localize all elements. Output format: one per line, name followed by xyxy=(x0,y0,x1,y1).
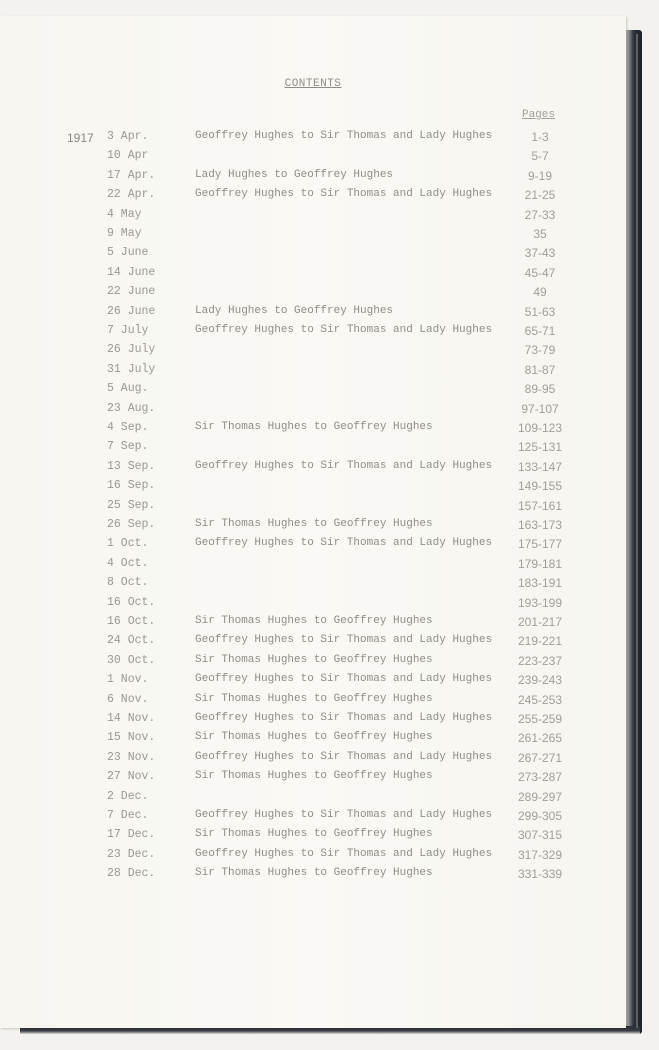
entry-date: 26 Sep. xyxy=(107,518,156,531)
entry-pages: 21-25 xyxy=(524,188,556,203)
year-label: 1917 xyxy=(67,131,94,145)
entry-date: 23 Dec. xyxy=(107,847,156,861)
contents-entry xyxy=(0,537,626,555)
entry-date: 4 Oct. xyxy=(107,556,149,570)
contents-entry xyxy=(0,208,626,226)
entry-description: Sir Thomas Hughes to Geoffrey Hughes xyxy=(195,615,433,627)
entry-date: 25 Sep. xyxy=(107,498,156,512)
entry-pages: 317-329 xyxy=(517,847,563,862)
contents-entry xyxy=(0,712,626,730)
contents-entry xyxy=(0,731,626,749)
contents-entry xyxy=(0,479,626,497)
entry-date: 16 Oct. xyxy=(107,595,156,609)
entry-pages: 35 xyxy=(533,227,547,241)
entry-pages: 267-271 xyxy=(517,750,563,765)
entry-description: Sir Thomas Hughes to Geoffrey Hughes xyxy=(195,828,433,841)
contents-entry xyxy=(0,266,626,284)
contents-entry xyxy=(0,828,626,846)
contents-entry xyxy=(0,867,626,885)
contents-entry xyxy=(0,848,626,866)
entry-pages: 193-199 xyxy=(517,595,563,610)
contents-entry xyxy=(0,790,626,808)
contents-entry xyxy=(0,421,626,439)
contents-entry xyxy=(0,770,626,788)
entry-date: 15 Nov. xyxy=(107,731,156,745)
entry-date: 5 Aug. xyxy=(107,382,149,396)
entry-pages: 73-79 xyxy=(524,343,556,358)
entry-description: Lady Hughes to Geoffrey Hughes xyxy=(195,304,394,317)
entry-pages: 27-33 xyxy=(524,207,556,222)
entry-pages: 1-3 xyxy=(531,130,549,144)
entry-date: 28 Dec. xyxy=(107,867,156,881)
entry-pages: 37-43 xyxy=(524,246,556,261)
contents-entry xyxy=(0,557,626,575)
entry-date: 24 Oct. xyxy=(107,634,156,648)
entry-date: 1 Oct. xyxy=(107,537,149,551)
entry-date: 31 July xyxy=(107,362,156,376)
entry-date: 16 Oct. xyxy=(107,615,156,628)
entry-pages: 175-177 xyxy=(517,537,563,552)
entry-pages: 201-217 xyxy=(517,615,563,629)
entry-pages: 307-315 xyxy=(517,828,563,843)
entry-date: 26 July xyxy=(107,343,156,357)
contents-entry xyxy=(0,499,626,517)
contents-entry xyxy=(0,693,626,711)
contents-entry xyxy=(0,673,626,691)
entry-pages: 65-71 xyxy=(524,324,556,338)
entry-date: 27 Nov. xyxy=(107,770,156,784)
entry-description: Sir Thomas Hughes to Geoffrey Hughes xyxy=(195,653,433,666)
entry-description: Geoffrey Hughes to Sir Thomas and Lady Hughes xyxy=(195,324,493,336)
entry-description: Sir Thomas Hughes to Geoffrey Hughes xyxy=(195,731,433,744)
contents-entry xyxy=(0,654,626,672)
entry-pages: 9-19 xyxy=(527,168,553,183)
entry-pages: 163-173 xyxy=(517,518,563,532)
entry-pages: 273-287 xyxy=(517,770,563,785)
contents-entry xyxy=(0,615,626,633)
entry-description: Geoffrey Hughes to Sir Thomas and Lady Hughes xyxy=(195,847,493,860)
entry-date: 23 Aug. xyxy=(107,401,156,415)
entry-date: 16 Sep. xyxy=(107,479,156,493)
entry-description: Geoffrey Hughes to Sir Thomas and Lady Hughes xyxy=(195,673,493,686)
pages-column-header: Pages xyxy=(522,109,556,121)
entry-description: Geoffrey Hughes to Sir Thomas and Lady Hughes xyxy=(195,809,493,821)
entry-description: Geoffrey Hughes to Sir Thomas and Lady Hughes xyxy=(195,750,493,763)
entry-date: 3 Apr. xyxy=(107,130,149,143)
contents-entry xyxy=(0,285,626,303)
entry-date: 22 Apr. xyxy=(107,188,156,202)
entry-description: Geoffrey Hughes to Sir Thomas and Lady Hughes xyxy=(195,130,493,142)
entry-description: Sir Thomas Hughes to Geoffrey Hughes xyxy=(195,770,433,783)
entry-description: Geoffrey Hughes to Sir Thomas and Lady Hughes xyxy=(195,712,493,724)
entry-date: 9 May xyxy=(107,227,142,240)
contents-entry xyxy=(0,227,626,245)
contents-entry xyxy=(0,440,626,458)
contents-entry xyxy=(0,149,626,167)
entry-pages: 183-191 xyxy=(517,576,563,591)
entry-date: 1 Nov. xyxy=(107,673,149,687)
entry-pages: 157-161 xyxy=(517,498,563,513)
contents-entry xyxy=(0,324,626,342)
contents-entry xyxy=(0,518,626,536)
entry-description: Geoffrey Hughes to Sir Thomas and Lady Hughes xyxy=(195,634,493,647)
entry-date: 6 Nov. xyxy=(107,692,149,706)
entry-date: 4 May xyxy=(107,207,142,221)
entry-date: 7 Dec. xyxy=(107,809,149,822)
entry-date: 17 Dec. xyxy=(107,828,156,842)
entry-pages: 223-237 xyxy=(517,653,563,668)
entry-description: Geoffrey Hughes to Sir Thomas and Lady Hughes xyxy=(195,459,493,472)
contents-entry xyxy=(0,402,626,420)
entry-date: 5 June xyxy=(107,246,149,260)
entry-date: 14 June xyxy=(107,265,156,279)
entry-date: 4 Sep. xyxy=(107,421,149,434)
entry-pages: 179-181 xyxy=(517,556,563,571)
contents-entry xyxy=(0,809,626,827)
contents-entry xyxy=(0,169,626,187)
entry-description: Sir Thomas Hughes to Geoffrey Hughes xyxy=(195,421,433,433)
contents-entry xyxy=(0,751,626,769)
entry-description: Lady Hughes to Geoffrey Hughes xyxy=(195,168,394,181)
contents-entry xyxy=(0,363,626,381)
entry-pages: 331-339 xyxy=(517,867,563,882)
contents-entry xyxy=(0,188,626,206)
entry-date: 26 June xyxy=(107,304,156,318)
entry-description: Sir Thomas Hughes to Geoffrey Hughes xyxy=(195,867,433,880)
entry-pages: 97-107 xyxy=(521,401,559,416)
entry-pages: 255-259 xyxy=(517,712,563,726)
entry-pages: 89-95 xyxy=(524,382,556,397)
entry-pages: 245-253 xyxy=(517,692,563,707)
contents-entry xyxy=(0,596,626,614)
entry-date: 30 Oct. xyxy=(107,653,156,667)
entry-pages: 5-7 xyxy=(531,149,549,164)
entry-date: 14 Nov. xyxy=(107,712,156,725)
entry-pages: 261-265 xyxy=(517,731,563,746)
entry-date: 23 Nov. xyxy=(107,750,156,764)
entry-pages: 133-147 xyxy=(517,459,563,474)
entry-pages: 125-131 xyxy=(517,440,563,455)
entry-description: Geoffrey Hughes to Sir Thomas and Lady Hughes xyxy=(195,537,493,550)
entry-date: 8 Oct. xyxy=(107,576,149,590)
contents-entry xyxy=(0,576,626,594)
entry-pages: 239-243 xyxy=(517,673,563,688)
entry-pages: 51-63 xyxy=(524,304,556,319)
entry-description: Geoffrey Hughes to Sir Thomas and Lady Hughes xyxy=(195,188,493,201)
entry-description: Sir Thomas Hughes to Geoffrey Hughes xyxy=(195,518,433,530)
contents-entry xyxy=(0,246,626,264)
entry-date: 17 Apr. xyxy=(107,168,156,182)
entry-date: 13 Sep. xyxy=(107,459,156,473)
contents-entry xyxy=(0,130,626,148)
contents-entry xyxy=(0,634,626,652)
entry-date: 7 July xyxy=(107,324,149,337)
entry-date: 2 Dec. xyxy=(107,789,149,803)
contents-entry xyxy=(0,382,626,400)
page-edge-line xyxy=(636,34,638,1028)
contents-entry xyxy=(0,460,626,478)
contents-entry xyxy=(0,343,626,361)
entry-pages: 45-47 xyxy=(524,265,556,280)
entry-date: 10 Apr xyxy=(107,149,149,163)
entry-pages: 299-305 xyxy=(517,809,563,823)
entry-pages: 109-123 xyxy=(517,421,563,435)
contents-title: CONTENTS xyxy=(284,78,342,90)
entry-pages: 49 xyxy=(533,285,547,300)
entry-pages: 81-87 xyxy=(524,362,556,377)
entry-pages: 149-155 xyxy=(517,479,563,494)
entry-description: Sir Thomas Hughes to Geoffrey Hughes xyxy=(195,692,433,705)
contents-entry xyxy=(0,305,626,323)
entry-pages: 219-221 xyxy=(517,634,563,649)
entry-pages: 289-297 xyxy=(517,789,563,804)
entry-date: 7 Sep. xyxy=(107,440,149,454)
entry-date: 22 June xyxy=(107,285,156,299)
